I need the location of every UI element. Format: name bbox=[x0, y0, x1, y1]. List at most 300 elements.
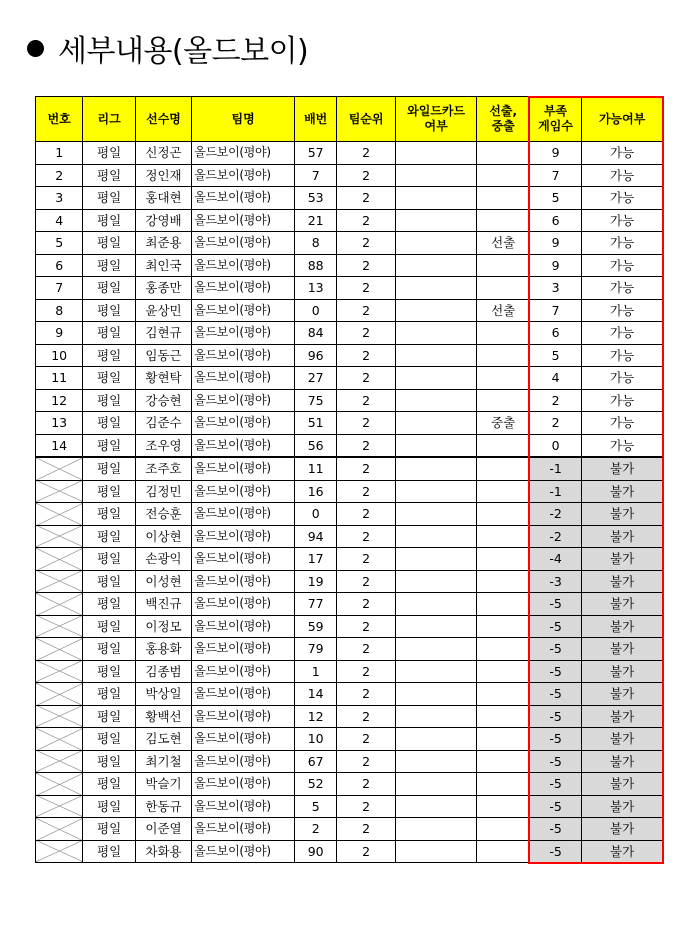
cell-eligibility: 불가 bbox=[582, 457, 663, 480]
cell-wildcard bbox=[395, 728, 477, 751]
cell-player: 이정모 bbox=[135, 615, 191, 638]
cell-back-number: 27 bbox=[295, 367, 337, 390]
cell-team-rank: 2 bbox=[337, 593, 395, 616]
cell-team-rank: 2 bbox=[337, 840, 395, 863]
table-row bbox=[36, 818, 663, 841]
cell-number bbox=[36, 818, 83, 841]
cell-team: 올드보이(평야) bbox=[192, 164, 295, 187]
cell-team: 올드보이(평야) bbox=[192, 434, 295, 457]
table-row bbox=[36, 412, 663, 435]
table-row bbox=[36, 615, 663, 638]
header-team: 팀명 bbox=[192, 97, 295, 142]
cell-league: 평일 bbox=[83, 683, 135, 706]
cell-team: 올드보이(평야) bbox=[192, 705, 295, 728]
cell-league: 평일 bbox=[83, 818, 135, 841]
cell-wildcard bbox=[395, 795, 477, 818]
cell-team-rank: 2 bbox=[337, 299, 395, 322]
cell-player: 임동근 bbox=[135, 344, 191, 367]
cell-league: 평일 bbox=[83, 254, 135, 277]
cell-player: 차화용 bbox=[135, 840, 191, 863]
cell-number bbox=[36, 480, 83, 503]
cell-origin bbox=[477, 638, 529, 661]
cell-league: 평일 bbox=[83, 728, 135, 751]
cell-wildcard bbox=[395, 525, 477, 548]
cell-league: 평일 bbox=[83, 412, 135, 435]
cell-league: 평일 bbox=[83, 548, 135, 571]
table-row bbox=[36, 660, 663, 683]
cell-team: 올드보이(평야) bbox=[192, 638, 295, 661]
cell-player: 이준열 bbox=[135, 818, 191, 841]
cell-number: 8 bbox=[36, 299, 83, 322]
cell-number bbox=[36, 548, 83, 571]
cell-short-games: -1 bbox=[529, 480, 581, 503]
cell-player: 손광익 bbox=[135, 548, 191, 571]
cell-origin bbox=[477, 142, 529, 165]
cell-short-games: -5 bbox=[529, 750, 581, 773]
table-row bbox=[36, 142, 663, 165]
cell-league: 평일 bbox=[83, 322, 135, 345]
cell-short-games: -5 bbox=[529, 728, 581, 751]
cell-team-rank: 2 bbox=[337, 164, 395, 187]
cell-team-rank: 2 bbox=[337, 525, 395, 548]
cell-team: 올드보이(평야) bbox=[192, 750, 295, 773]
cell-league: 평일 bbox=[83, 705, 135, 728]
cell-wildcard bbox=[395, 389, 477, 412]
cell-team-rank: 2 bbox=[337, 367, 395, 390]
cell-team: 올드보이(평야) bbox=[192, 503, 295, 526]
cell-eligibility: 불가 bbox=[582, 728, 663, 751]
cell-team-rank: 2 bbox=[337, 548, 395, 571]
cell-back-number: 10 bbox=[295, 728, 337, 751]
cell-origin bbox=[477, 503, 529, 526]
cell-team-rank: 2 bbox=[337, 728, 395, 751]
table-row bbox=[36, 750, 663, 773]
cell-team: 올드보이(평야) bbox=[192, 277, 295, 300]
cell-back-number: 75 bbox=[295, 389, 337, 412]
cell-number bbox=[36, 773, 83, 796]
cell-number: 3 bbox=[36, 187, 83, 210]
cell-team-rank: 2 bbox=[337, 683, 395, 706]
cell-number: 2 bbox=[36, 164, 83, 187]
cell-wildcard bbox=[395, 142, 477, 165]
cell-origin bbox=[477, 795, 529, 818]
cell-short-games: -5 bbox=[529, 840, 581, 863]
cell-short-games: -5 bbox=[529, 795, 581, 818]
cell-team: 올드보이(평야) bbox=[192, 480, 295, 503]
cell-back-number: 77 bbox=[295, 593, 337, 616]
cell-wildcard bbox=[395, 840, 477, 863]
cell-back-number: 79 bbox=[295, 638, 337, 661]
cell-short-games: 3 bbox=[529, 277, 581, 300]
cell-wildcard bbox=[395, 615, 477, 638]
cell-back-number: 1 bbox=[295, 660, 337, 683]
cell-eligibility: 불가 bbox=[582, 638, 663, 661]
cell-eligibility: 불가 bbox=[582, 750, 663, 773]
cell-back-number: 17 bbox=[295, 548, 337, 571]
cell-origin bbox=[477, 344, 529, 367]
cell-number: 14 bbox=[36, 434, 83, 457]
cell-eligibility: 불가 bbox=[582, 615, 663, 638]
cell-origin bbox=[477, 187, 529, 210]
cell-team: 올드보이(평야) bbox=[192, 254, 295, 277]
cell-player: 조주호 bbox=[135, 457, 191, 480]
cell-back-number: 5 bbox=[295, 795, 337, 818]
cell-number bbox=[36, 457, 83, 480]
cell-short-games: 0 bbox=[529, 434, 581, 457]
cell-league: 평일 bbox=[83, 525, 135, 548]
cell-back-number: 8 bbox=[295, 232, 337, 255]
cell-back-number: 51 bbox=[295, 412, 337, 435]
cell-back-number: 19 bbox=[295, 570, 337, 593]
table-row bbox=[36, 480, 663, 503]
cell-eligibility: 불가 bbox=[582, 525, 663, 548]
cell-team-rank: 2 bbox=[337, 638, 395, 661]
cell-league: 평일 bbox=[83, 480, 135, 503]
cell-short-games: -2 bbox=[529, 503, 581, 526]
table-row bbox=[36, 773, 663, 796]
table-row bbox=[36, 548, 663, 571]
cell-league: 평일 bbox=[83, 299, 135, 322]
cell-team-rank: 2 bbox=[337, 457, 395, 480]
cell-team: 올드보이(평야) bbox=[192, 728, 295, 751]
cell-origin bbox=[477, 615, 529, 638]
cell-player: 박슬기 bbox=[135, 773, 191, 796]
cell-league: 평일 bbox=[83, 773, 135, 796]
bullet-icon bbox=[27, 40, 44, 57]
cell-wildcard bbox=[395, 344, 477, 367]
cell-eligibility: 불가 bbox=[582, 683, 663, 706]
header-player: 선수명 bbox=[135, 97, 191, 142]
cell-team: 올드보이(평야) bbox=[192, 818, 295, 841]
cell-origin bbox=[477, 683, 529, 706]
table-row bbox=[36, 322, 663, 345]
cell-league: 평일 bbox=[83, 615, 135, 638]
cell-back-number: 14 bbox=[295, 683, 337, 706]
cell-short-games: 5 bbox=[529, 344, 581, 367]
cell-eligibility: 불가 bbox=[582, 705, 663, 728]
table-row bbox=[36, 434, 663, 457]
cell-short-games: -5 bbox=[529, 593, 581, 616]
cell-player: 홍용화 bbox=[135, 638, 191, 661]
table-row bbox=[36, 795, 663, 818]
cell-eligibility: 불가 bbox=[582, 503, 663, 526]
cell-team-rank: 2 bbox=[337, 818, 395, 841]
cell-origin bbox=[477, 570, 529, 593]
cell-eligibility: 불가 bbox=[582, 795, 663, 818]
cell-player: 최기철 bbox=[135, 750, 191, 773]
cell-origin bbox=[477, 773, 529, 796]
cell-back-number: 53 bbox=[295, 187, 337, 210]
table-row bbox=[36, 367, 663, 390]
cell-team: 올드보이(평야) bbox=[192, 615, 295, 638]
cell-back-number: 59 bbox=[295, 615, 337, 638]
cell-short-games: -5 bbox=[529, 615, 581, 638]
cell-back-number: 67 bbox=[295, 750, 337, 773]
cell-origin bbox=[477, 840, 529, 863]
cell-player: 조우영 bbox=[135, 434, 191, 457]
cell-origin bbox=[477, 367, 529, 390]
cell-back-number: 56 bbox=[295, 434, 337, 457]
cell-team-rank: 2 bbox=[337, 412, 395, 435]
cell-short-games: -5 bbox=[529, 638, 581, 661]
cell-eligibility: 가능 bbox=[582, 434, 663, 457]
cell-number bbox=[36, 750, 83, 773]
cell-wildcard bbox=[395, 299, 477, 322]
table-row bbox=[36, 299, 663, 322]
cell-eligibility: 불가 bbox=[582, 593, 663, 616]
cell-eligibility: 가능 bbox=[582, 367, 663, 390]
table-row bbox=[36, 683, 663, 706]
cell-team: 올드보이(평야) bbox=[192, 232, 295, 255]
table-row bbox=[36, 187, 663, 210]
cell-team-rank: 2 bbox=[337, 773, 395, 796]
cell-short-games: -5 bbox=[529, 683, 581, 706]
cell-player: 이성현 bbox=[135, 570, 191, 593]
cell-team: 올드보이(평야) bbox=[192, 187, 295, 210]
table-row bbox=[36, 525, 663, 548]
cell-origin bbox=[477, 480, 529, 503]
cell-team: 올드보이(평야) bbox=[192, 840, 295, 863]
cell-number: 6 bbox=[36, 254, 83, 277]
cell-origin bbox=[477, 818, 529, 841]
cell-eligibility: 불가 bbox=[582, 548, 663, 571]
cell-number: 5 bbox=[36, 232, 83, 255]
cell-eligibility: 불가 bbox=[582, 773, 663, 796]
cell-wildcard bbox=[395, 773, 477, 796]
cell-number bbox=[36, 525, 83, 548]
cell-team: 올드보이(평야) bbox=[192, 660, 295, 683]
cell-origin bbox=[477, 389, 529, 412]
cell-team-rank: 2 bbox=[337, 434, 395, 457]
header-short-games: 부족 게임수 bbox=[529, 97, 581, 142]
cell-number bbox=[36, 615, 83, 638]
cell-wildcard bbox=[395, 232, 477, 255]
cell-team-rank: 2 bbox=[337, 660, 395, 683]
cell-wildcard bbox=[395, 322, 477, 345]
cell-number: 12 bbox=[36, 389, 83, 412]
cell-team-rank: 2 bbox=[337, 795, 395, 818]
cell-team: 올드보이(평야) bbox=[192, 389, 295, 412]
cell-team: 올드보이(평야) bbox=[192, 773, 295, 796]
table-row bbox=[36, 277, 663, 300]
cell-team: 올드보이(평야) bbox=[192, 344, 295, 367]
cell-number bbox=[36, 705, 83, 728]
cell-player: 박상일 bbox=[135, 683, 191, 706]
cell-team: 올드보이(평야) bbox=[192, 367, 295, 390]
cell-number bbox=[36, 503, 83, 526]
table-row bbox=[36, 457, 663, 480]
cell-short-games: -1 bbox=[529, 457, 581, 480]
cell-short-games: 2 bbox=[529, 412, 581, 435]
cell-league: 평일 bbox=[83, 660, 135, 683]
cell-wildcard bbox=[395, 480, 477, 503]
cell-number bbox=[36, 593, 83, 616]
cell-wildcard bbox=[395, 593, 477, 616]
cell-player: 강승현 bbox=[135, 389, 191, 412]
cell-player: 홍대현 bbox=[135, 187, 191, 210]
cell-league: 평일 bbox=[83, 164, 135, 187]
cell-team: 올드보이(평야) bbox=[192, 570, 295, 593]
cell-number bbox=[36, 570, 83, 593]
cell-origin bbox=[477, 434, 529, 457]
cell-origin bbox=[477, 254, 529, 277]
cell-origin: 선출 bbox=[477, 232, 529, 255]
cell-wildcard bbox=[395, 209, 477, 232]
cell-eligibility: 가능 bbox=[582, 389, 663, 412]
cell-wildcard bbox=[395, 705, 477, 728]
cell-league: 평일 bbox=[83, 142, 135, 165]
cell-origin bbox=[477, 457, 529, 480]
cell-back-number: 13 bbox=[295, 277, 337, 300]
cell-player: 김현규 bbox=[135, 322, 191, 345]
cell-origin bbox=[477, 164, 529, 187]
cell-team-rank: 2 bbox=[337, 277, 395, 300]
cell-back-number: 94 bbox=[295, 525, 337, 548]
cell-short-games: 2 bbox=[529, 389, 581, 412]
cell-league: 평일 bbox=[83, 840, 135, 863]
header-eligibility: 가능여부 bbox=[582, 97, 663, 142]
cell-origin: 중출 bbox=[477, 412, 529, 435]
cell-short-games: 9 bbox=[529, 142, 581, 165]
cell-origin bbox=[477, 728, 529, 751]
cell-team-rank: 2 bbox=[337, 705, 395, 728]
cell-origin bbox=[477, 525, 529, 548]
cell-league: 평일 bbox=[83, 593, 135, 616]
table-row bbox=[36, 164, 663, 187]
cell-number: 13 bbox=[36, 412, 83, 435]
cell-league: 평일 bbox=[83, 795, 135, 818]
cell-eligibility: 불가 bbox=[582, 480, 663, 503]
cell-back-number: 0 bbox=[295, 299, 337, 322]
cell-team-rank: 2 bbox=[337, 615, 395, 638]
table-row bbox=[36, 503, 663, 526]
cell-number bbox=[36, 660, 83, 683]
cell-player: 전승훈 bbox=[135, 503, 191, 526]
table-row bbox=[36, 209, 663, 232]
cell-wildcard bbox=[395, 412, 477, 435]
cell-league: 평일 bbox=[83, 570, 135, 593]
cell-team-rank: 2 bbox=[337, 254, 395, 277]
cell-wildcard bbox=[395, 457, 477, 480]
cell-number: 10 bbox=[36, 344, 83, 367]
cell-origin bbox=[477, 750, 529, 773]
cell-short-games: 6 bbox=[529, 209, 581, 232]
cell-player: 이상현 bbox=[135, 525, 191, 548]
cell-league: 평일 bbox=[83, 277, 135, 300]
table-row bbox=[36, 570, 663, 593]
cell-origin bbox=[477, 209, 529, 232]
cell-number bbox=[36, 840, 83, 863]
cell-wildcard bbox=[395, 187, 477, 210]
cell-origin bbox=[477, 660, 529, 683]
cell-league: 평일 bbox=[83, 344, 135, 367]
cell-wildcard bbox=[395, 683, 477, 706]
header-origin: 선출, 중출 bbox=[477, 97, 529, 142]
cell-back-number: 0 bbox=[295, 503, 337, 526]
table-row bbox=[36, 705, 663, 728]
cell-wildcard bbox=[395, 434, 477, 457]
cell-eligibility: 가능 bbox=[582, 187, 663, 210]
cell-team: 올드보이(평야) bbox=[192, 457, 295, 480]
page-title-text: 세부내용(올드보이) bbox=[58, 34, 309, 69]
cell-eligibility: 불가 bbox=[582, 570, 663, 593]
cell-wildcard bbox=[395, 503, 477, 526]
table-row bbox=[36, 728, 663, 751]
header-league: 리그 bbox=[83, 97, 135, 142]
table-row bbox=[36, 344, 663, 367]
cell-back-number: 12 bbox=[295, 705, 337, 728]
cell-team: 올드보이(평야) bbox=[192, 209, 295, 232]
cell-eligibility: 가능 bbox=[582, 232, 663, 255]
page-title bbox=[24, 26, 308, 70]
cell-eligibility: 불가 bbox=[582, 840, 663, 863]
table-row bbox=[36, 254, 663, 277]
cell-short-games: -2 bbox=[529, 525, 581, 548]
roster-table bbox=[35, 96, 663, 863]
cell-team: 올드보이(평야) bbox=[192, 548, 295, 571]
cell-origin bbox=[477, 322, 529, 345]
cell-player: 김도현 bbox=[135, 728, 191, 751]
cell-team: 올드보이(평야) bbox=[192, 412, 295, 435]
cell-eligibility: 가능 bbox=[582, 142, 663, 165]
cell-player: 신정곤 bbox=[135, 142, 191, 165]
cell-eligibility: 가능 bbox=[582, 322, 663, 345]
cell-wildcard bbox=[395, 660, 477, 683]
cell-eligibility: 가능 bbox=[582, 164, 663, 187]
cell-wildcard bbox=[395, 570, 477, 593]
header-wildcard: 와일드카드 여부 bbox=[395, 97, 477, 142]
table-row bbox=[36, 593, 663, 616]
cell-league: 평일 bbox=[83, 638, 135, 661]
cell-number bbox=[36, 795, 83, 818]
cell-back-number: 88 bbox=[295, 254, 337, 277]
cell-short-games: 9 bbox=[529, 232, 581, 255]
cell-number bbox=[36, 728, 83, 751]
cell-number bbox=[36, 638, 83, 661]
cell-team: 올드보이(평야) bbox=[192, 142, 295, 165]
cell-wildcard bbox=[395, 548, 477, 571]
cell-eligibility: 가능 bbox=[582, 209, 663, 232]
cell-number: 7 bbox=[36, 277, 83, 300]
cell-back-number: 2 bbox=[295, 818, 337, 841]
cell-short-games: 4 bbox=[529, 367, 581, 390]
cell-team-rank: 2 bbox=[337, 142, 395, 165]
cell-team-rank: 2 bbox=[337, 322, 395, 345]
cell-player: 김종범 bbox=[135, 660, 191, 683]
cell-wildcard bbox=[395, 277, 477, 300]
cell-team-rank: 2 bbox=[337, 570, 395, 593]
cell-short-games: -5 bbox=[529, 818, 581, 841]
cell-wildcard bbox=[395, 818, 477, 841]
cell-league: 평일 bbox=[83, 503, 135, 526]
cell-short-games: -5 bbox=[529, 660, 581, 683]
cell-origin bbox=[477, 548, 529, 571]
cell-eligibility: 가능 bbox=[582, 277, 663, 300]
cell-league: 평일 bbox=[83, 389, 135, 412]
cell-origin: 선출 bbox=[477, 299, 529, 322]
table-row bbox=[36, 638, 663, 661]
cell-team-rank: 2 bbox=[337, 232, 395, 255]
cell-player: 윤상민 bbox=[135, 299, 191, 322]
cell-team-rank: 2 bbox=[337, 503, 395, 526]
cell-origin bbox=[477, 277, 529, 300]
cell-player: 최인국 bbox=[135, 254, 191, 277]
cell-number: 1 bbox=[36, 142, 83, 165]
cell-player: 정인재 bbox=[135, 164, 191, 187]
table-row bbox=[36, 232, 663, 255]
cell-team: 올드보이(평야) bbox=[192, 525, 295, 548]
cell-team-rank: 2 bbox=[337, 344, 395, 367]
